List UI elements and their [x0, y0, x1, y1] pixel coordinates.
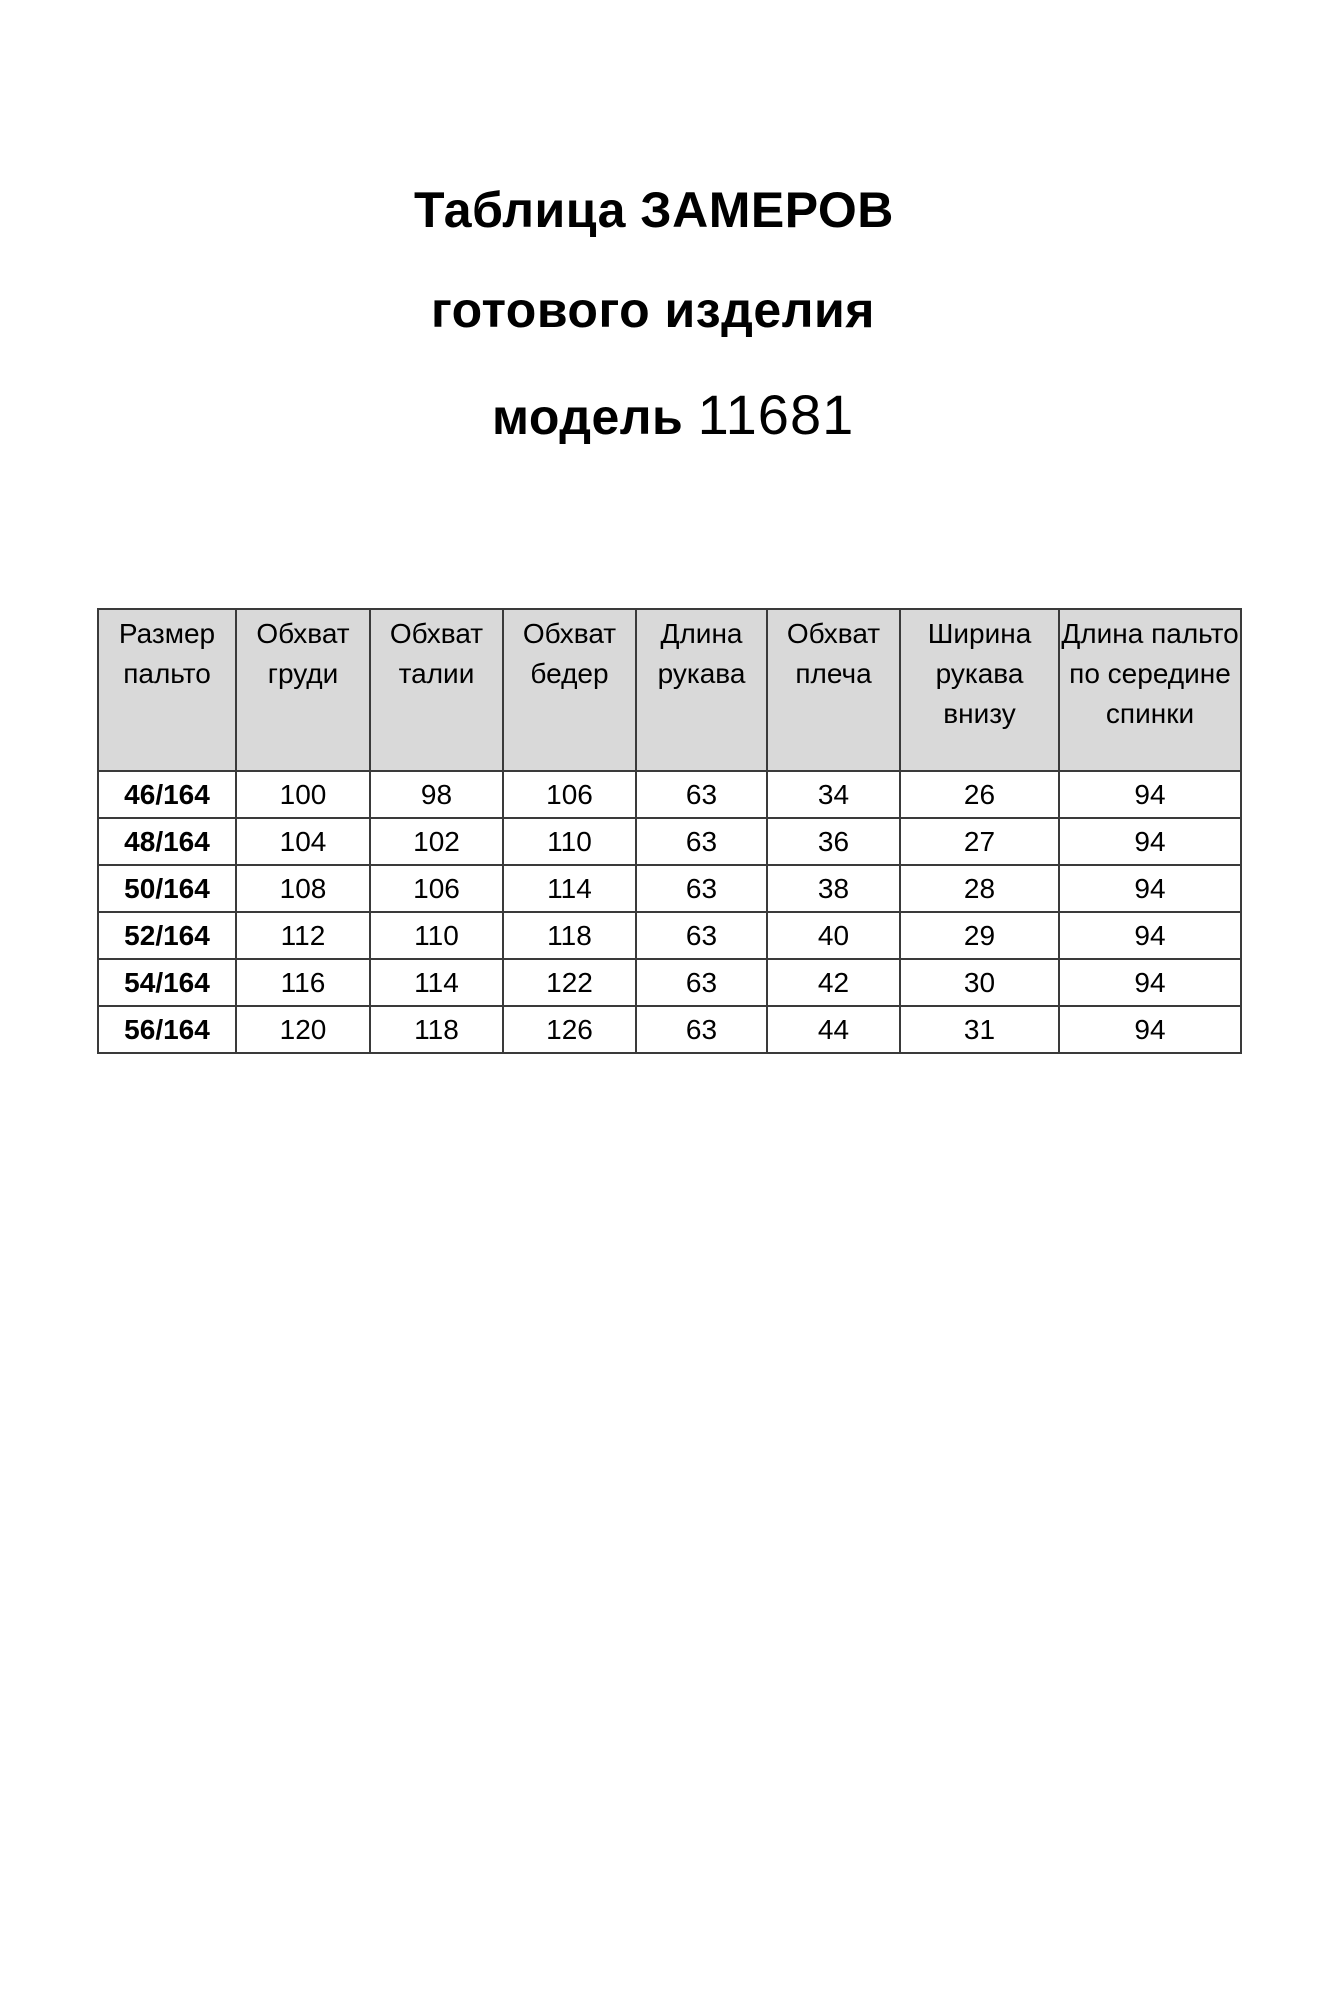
column-header: Длина пальто по середине спинки — [1059, 609, 1241, 771]
column-header: Обхват талии — [370, 609, 503, 771]
measurement-cell: 36 — [767, 818, 900, 865]
measurement-cell: 120 — [236, 1006, 370, 1053]
measurement-cell: 63 — [636, 1006, 767, 1053]
size-cell: 52/164 — [98, 912, 236, 959]
table-body — [98, 771, 1241, 1053]
column-header: Размер пальто — [98, 609, 236, 771]
measurement-cell: 100 — [236, 771, 370, 818]
table-header-row — [98, 609, 1241, 771]
table-row — [98, 912, 1241, 959]
measurement-cell: 110 — [503, 818, 636, 865]
measurement-cell: 118 — [503, 912, 636, 959]
column-header: Ширина рукава внизу — [900, 609, 1059, 771]
measurement-cell: 114 — [503, 865, 636, 912]
column-header: Обхват плеча — [767, 609, 900, 771]
measurement-cell: 94 — [1059, 912, 1241, 959]
title-line-2: готового изделия — [431, 282, 875, 338]
measurement-cell: 63 — [636, 912, 767, 959]
measurement-cell: 112 — [236, 912, 370, 959]
measurement-cell: 31 — [900, 1006, 1059, 1053]
measurement-cell: 104 — [236, 818, 370, 865]
size-cell: 48/164 — [98, 818, 236, 865]
measurement-cell: 30 — [900, 959, 1059, 1006]
measurement-cell: 40 — [767, 912, 900, 959]
measurement-cell: 63 — [636, 771, 767, 818]
size-cell: 54/164 — [98, 959, 236, 1006]
table-row — [98, 818, 1241, 865]
measurements-table — [97, 608, 1242, 1054]
column-header: Длина рукава — [636, 609, 767, 771]
measurement-cell: 94 — [1059, 1006, 1241, 1053]
measurement-cell: 118 — [370, 1006, 503, 1053]
measurement-cell: 94 — [1059, 865, 1241, 912]
measurement-cell: 63 — [636, 818, 767, 865]
measurement-cell: 38 — [767, 865, 900, 912]
measurement-cell: 29 — [900, 912, 1059, 959]
size-cell: 46/164 — [98, 771, 236, 818]
column-header: Обхват груди — [236, 609, 370, 771]
measurement-cell: 106 — [503, 771, 636, 818]
measurement-cell: 106 — [370, 865, 503, 912]
title-line-1: Таблица ЗАМЕРОВ — [414, 182, 894, 238]
table-row — [98, 1006, 1241, 1053]
size-cell: 56/164 — [98, 1006, 236, 1053]
measurement-cell: 34 — [767, 771, 900, 818]
table-row — [98, 771, 1241, 818]
measurement-cell: 63 — [636, 959, 767, 1006]
measurement-cell: 122 — [503, 959, 636, 1006]
measurement-cell: 44 — [767, 1006, 900, 1053]
column-header: Обхват бедер — [503, 609, 636, 771]
measurement-cell: 28 — [900, 865, 1059, 912]
measurement-cell: 94 — [1059, 818, 1241, 865]
measurement-cell: 108 — [236, 865, 370, 912]
measurement-cell: 102 — [370, 818, 503, 865]
measurement-cell: 26 — [900, 771, 1059, 818]
measurement-cell: 42 — [767, 959, 900, 1006]
measurement-cell: 116 — [236, 959, 370, 1006]
measurement-cell: 63 — [636, 865, 767, 912]
measurement-cell: 110 — [370, 912, 503, 959]
measurement-cell: 94 — [1059, 771, 1241, 818]
measurement-cell: 114 — [370, 959, 503, 1006]
model-label: модель — [492, 389, 684, 445]
model-number: 11681 — [697, 383, 855, 446]
measurement-cell: 98 — [370, 771, 503, 818]
measurement-cell: 126 — [503, 1006, 636, 1053]
title-line-3 — [492, 385, 854, 447]
table-row — [98, 959, 1241, 1006]
measurement-cell: 94 — [1059, 959, 1241, 1006]
size-cell: 50/164 — [98, 865, 236, 912]
table-row — [98, 865, 1241, 912]
measurement-cell: 27 — [900, 818, 1059, 865]
